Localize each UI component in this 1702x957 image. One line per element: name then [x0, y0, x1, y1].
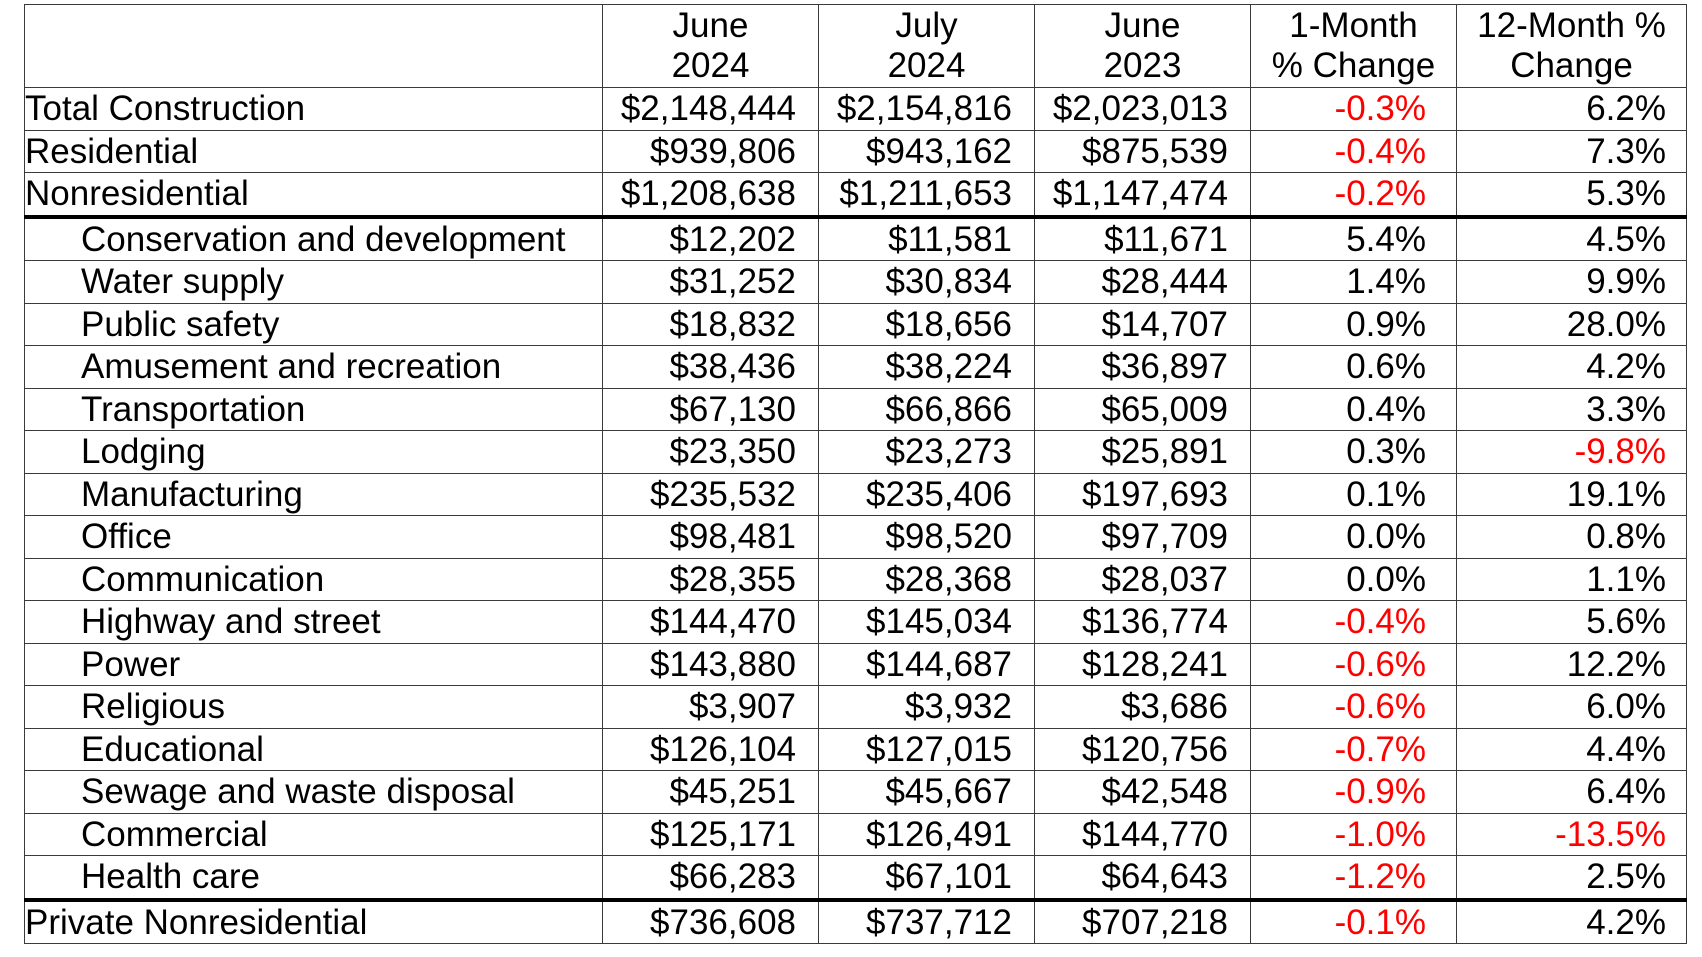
one-month-change-cell: 0.3%	[1251, 431, 1457, 474]
twelve-month-change-cell: 4.4%	[1457, 728, 1687, 771]
june-2024-cell: $12,202	[603, 217, 819, 261]
one-month-change-cell: -0.4%	[1251, 601, 1457, 644]
one-month-change-cell: 0.9%	[1251, 303, 1457, 346]
june-2024-cell: $31,252	[603, 261, 819, 304]
table-row	[25, 217, 1687, 261]
twelve-month-change-cell: 5.3%	[1457, 173, 1687, 217]
row-label: Private Nonresidential	[25, 900, 603, 944]
row-label: Highway and street	[25, 601, 603, 644]
twelve-month-change-cell: 6.2%	[1457, 88, 1687, 131]
table-body	[25, 88, 1687, 944]
twelve-month-change-cell: 1.1%	[1457, 558, 1687, 601]
table-row	[25, 856, 1687, 900]
june-2023-cell: $2,023,013	[1035, 88, 1251, 131]
june-2024-cell: $3,907	[603, 686, 819, 729]
june-2024-cell: $1,208,638	[603, 173, 819, 217]
row-label: Water supply	[25, 261, 603, 304]
table-row	[25, 813, 1687, 856]
twelve-month-change-cell: 28.0%	[1457, 303, 1687, 346]
table-row	[25, 261, 1687, 304]
row-label: Amusement and recreation	[25, 346, 603, 389]
twelve-month-change-cell: 4.2%	[1457, 346, 1687, 389]
one-month-change-cell: -1.0%	[1251, 813, 1457, 856]
table-row	[25, 173, 1687, 217]
table-row	[25, 686, 1687, 729]
july-2024-cell: $2,154,816	[819, 88, 1035, 131]
header-june-2024	[603, 5, 819, 88]
row-label: Conservation and development	[25, 217, 603, 261]
july-2024-cell: $235,406	[819, 473, 1035, 516]
one-month-change-cell: -0.2%	[1251, 173, 1457, 217]
twelve-month-change-cell: 6.4%	[1457, 771, 1687, 814]
row-label: Public safety	[25, 303, 603, 346]
july-2024-cell: $23,273	[819, 431, 1035, 474]
june-2023-cell: $64,643	[1035, 856, 1251, 900]
row-label: Commercial	[25, 813, 603, 856]
twelve-month-change-cell: 4.2%	[1457, 900, 1687, 944]
one-month-change-cell: -0.9%	[1251, 771, 1457, 814]
july-2024-cell: $3,932	[819, 686, 1035, 729]
header-line: June	[672, 6, 749, 45]
table-row	[25, 388, 1687, 431]
june-2024-cell: $23,350	[603, 431, 819, 474]
header-12-month-change	[1457, 5, 1687, 88]
june-2024-cell: $736,608	[603, 900, 819, 944]
header-june-2023	[1035, 5, 1251, 88]
june-2023-cell: $28,037	[1035, 558, 1251, 601]
table-row	[25, 516, 1687, 559]
july-2024-cell: $11,581	[819, 217, 1035, 261]
table-row	[25, 900, 1687, 944]
table-row	[25, 558, 1687, 601]
table-row	[25, 346, 1687, 389]
june-2023-cell: $11,671	[1035, 217, 1251, 261]
header-line: Change	[1510, 46, 1633, 85]
twelve-month-change-cell: 4.5%	[1457, 217, 1687, 261]
july-2024-cell: $66,866	[819, 388, 1035, 431]
twelve-month-change-cell: 19.1%	[1457, 473, 1687, 516]
header-line: 2023	[1103, 46, 1182, 85]
july-2024-cell: $30,834	[819, 261, 1035, 304]
july-2024-cell: $145,034	[819, 601, 1035, 644]
row-label: Office	[25, 516, 603, 559]
june-2023-cell: $3,686	[1035, 686, 1251, 729]
row-label: Sewage and waste disposal	[25, 771, 603, 814]
twelve-month-change-cell: 6.0%	[1457, 686, 1687, 729]
june-2023-cell: $128,241	[1035, 643, 1251, 686]
june-2024-cell: $38,436	[603, 346, 819, 389]
june-2023-cell: $42,548	[1035, 771, 1251, 814]
june-2024-cell: $98,481	[603, 516, 819, 559]
june-2024-cell: $67,130	[603, 388, 819, 431]
july-2024-cell: $144,687	[819, 643, 1035, 686]
table-row	[25, 728, 1687, 771]
june-2023-cell: $97,709	[1035, 516, 1251, 559]
june-2024-cell: $939,806	[603, 130, 819, 173]
june-2024-cell: $28,355	[603, 558, 819, 601]
june-2023-cell: $65,009	[1035, 388, 1251, 431]
june-2024-cell: $143,880	[603, 643, 819, 686]
row-label: Residential	[25, 130, 603, 173]
july-2024-cell: $943,162	[819, 130, 1035, 173]
june-2024-cell: $144,470	[603, 601, 819, 644]
one-month-change-cell: -0.1%	[1251, 900, 1457, 944]
header-line: 12-Month %	[1477, 6, 1666, 45]
construction-spending-table	[24, 4, 1687, 944]
row-label: Nonresidential	[25, 173, 603, 217]
header-line: % Change	[1271, 46, 1436, 85]
header-line: July	[895, 6, 958, 45]
twelve-month-change-cell: -13.5%	[1457, 813, 1687, 856]
table-row	[25, 431, 1687, 474]
header-1-month-change	[1251, 5, 1457, 88]
table-row	[25, 473, 1687, 516]
july-2024-cell: $98,520	[819, 516, 1035, 559]
header-line: June	[1104, 6, 1181, 45]
one-month-change-cell: 0.6%	[1251, 346, 1457, 389]
one-month-change-cell: -1.2%	[1251, 856, 1457, 900]
july-2024-cell: $45,667	[819, 771, 1035, 814]
july-2024-cell: $28,368	[819, 558, 1035, 601]
june-2024-cell: $18,832	[603, 303, 819, 346]
table-row	[25, 130, 1687, 173]
june-2024-cell: $2,148,444	[603, 88, 819, 131]
july-2024-cell: $737,712	[819, 900, 1035, 944]
row-label: Power	[25, 643, 603, 686]
july-2024-cell: $18,656	[819, 303, 1035, 346]
header-category	[25, 5, 603, 88]
june-2023-cell: $707,218	[1035, 900, 1251, 944]
june-2024-cell: $235,532	[603, 473, 819, 516]
header-line: 2024	[887, 46, 966, 85]
header-july-2024	[819, 5, 1035, 88]
june-2023-cell: $28,444	[1035, 261, 1251, 304]
twelve-month-change-cell: 7.3%	[1457, 130, 1687, 173]
one-month-change-cell: -0.3%	[1251, 88, 1457, 131]
july-2024-cell: $38,224	[819, 346, 1035, 389]
one-month-change-cell: 0.0%	[1251, 516, 1457, 559]
twelve-month-change-cell: 3.3%	[1457, 388, 1687, 431]
header-line: 2024	[671, 46, 750, 85]
one-month-change-cell: 0.1%	[1251, 473, 1457, 516]
twelve-month-change-cell: 2.5%	[1457, 856, 1687, 900]
row-label: Manufacturing	[25, 473, 603, 516]
june-2023-cell: $136,774	[1035, 601, 1251, 644]
one-month-change-cell: -0.4%	[1251, 130, 1457, 173]
one-month-change-cell: 0.4%	[1251, 388, 1457, 431]
one-month-change-cell: 0.0%	[1251, 558, 1457, 601]
table-row	[25, 643, 1687, 686]
row-label: Communication	[25, 558, 603, 601]
twelve-month-change-cell: -9.8%	[1457, 431, 1687, 474]
june-2023-cell: $25,891	[1035, 431, 1251, 474]
july-2024-cell: $67,101	[819, 856, 1035, 900]
table-row	[25, 88, 1687, 131]
table-row	[25, 303, 1687, 346]
twelve-month-change-cell: 0.8%	[1457, 516, 1687, 559]
june-2023-cell: $14,707	[1035, 303, 1251, 346]
table-row	[25, 601, 1687, 644]
header-line: 1-Month	[1289, 6, 1418, 45]
twelve-month-change-cell: 9.9%	[1457, 261, 1687, 304]
june-2024-cell: $66,283	[603, 856, 819, 900]
row-label: Total Construction	[25, 88, 603, 131]
june-2023-cell: $120,756	[1035, 728, 1251, 771]
one-month-change-cell: -0.7%	[1251, 728, 1457, 771]
june-2024-cell: $125,171	[603, 813, 819, 856]
row-label: Transportation	[25, 388, 603, 431]
twelve-month-change-cell: 5.6%	[1457, 601, 1687, 644]
june-2024-cell: $126,104	[603, 728, 819, 771]
twelve-month-change-cell: 12.2%	[1457, 643, 1687, 686]
june-2023-cell: $197,693	[1035, 473, 1251, 516]
june-2023-cell: $875,539	[1035, 130, 1251, 173]
june-2024-cell: $45,251	[603, 771, 819, 814]
june-2023-cell: $144,770	[1035, 813, 1251, 856]
row-label: Health care	[25, 856, 603, 900]
june-2023-cell: $36,897	[1035, 346, 1251, 389]
one-month-change-cell: 1.4%	[1251, 261, 1457, 304]
june-2023-cell: $1,147,474	[1035, 173, 1251, 217]
july-2024-cell: $1,211,653	[819, 173, 1035, 217]
one-month-change-cell: -0.6%	[1251, 686, 1457, 729]
one-month-change-cell: 5.4%	[1251, 217, 1457, 261]
row-label: Educational	[25, 728, 603, 771]
table-row	[25, 771, 1687, 814]
row-label: Religious	[25, 686, 603, 729]
one-month-change-cell: -0.6%	[1251, 643, 1457, 686]
header-row	[25, 5, 1687, 88]
july-2024-cell: $127,015	[819, 728, 1035, 771]
july-2024-cell: $126,491	[819, 813, 1035, 856]
row-label: Lodging	[25, 431, 603, 474]
